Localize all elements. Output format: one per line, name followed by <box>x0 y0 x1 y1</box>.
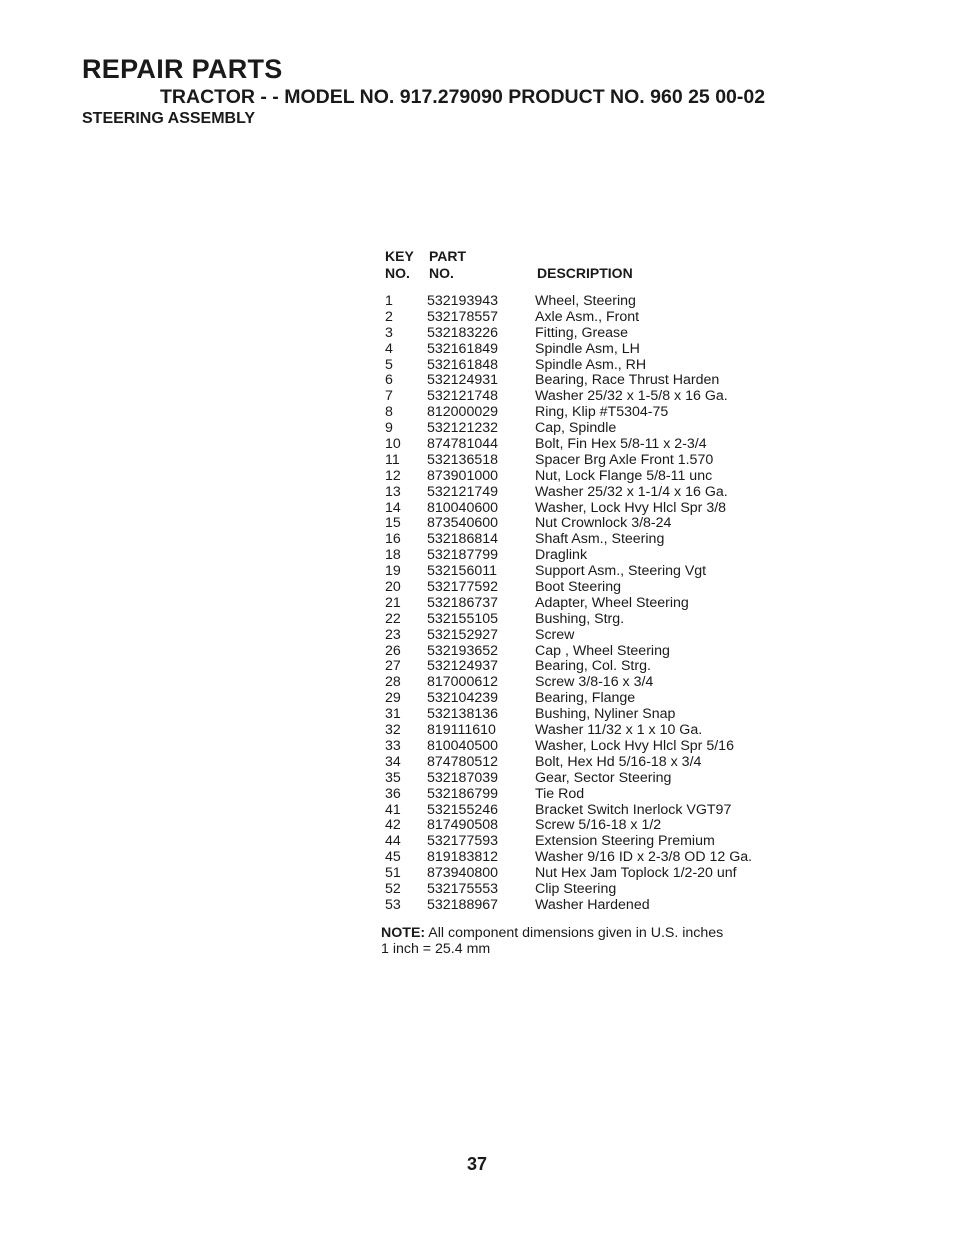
table-row <box>383 405 803 421</box>
part-description: Extension Steering Premium <box>535 833 715 850</box>
table-row <box>383 294 803 310</box>
part-no: 532193943 <box>427 293 499 309</box>
key-no: 9 <box>385 420 393 437</box>
part-no: 532152927 <box>427 626 499 643</box>
key-no: 28 <box>385 674 401 691</box>
part-no: 532186799 <box>427 785 499 802</box>
part-description: Tie Rod <box>535 785 585 802</box>
key-no: 21 <box>385 594 401 611</box>
table-row <box>383 707 803 723</box>
part-description: Washer, Lock Hvy Hlcl Spr 5/16 <box>535 737 734 754</box>
part-no: 810040600 <box>427 499 499 516</box>
key-no: 4 <box>385 340 393 357</box>
part-description: Fitting, Grease <box>535 324 629 341</box>
key-header-line2: NO. <box>385 265 410 281</box>
parts-table-header <box>383 248 803 286</box>
part-description: Draglink <box>535 547 588 564</box>
part-no: 819183812 <box>427 849 499 866</box>
description-header: DESCRIPTION <box>537 265 633 281</box>
key-no: 10 <box>385 436 401 453</box>
key-no: 27 <box>385 658 401 675</box>
table-row <box>383 596 803 612</box>
part-no: 532178557 <box>427 308 499 325</box>
table-row <box>383 755 803 771</box>
part-description: Nut, Lock Flange 5/8-11 unc <box>535 467 713 484</box>
part-no: 817000612 <box>427 674 499 691</box>
table-row <box>383 373 803 389</box>
part-no: 812000029 <box>427 404 499 421</box>
key-no: 41 <box>385 801 401 818</box>
part-description: Support Asm., Steering Vgt <box>535 563 707 580</box>
part-no: 532188967 <box>427 896 499 913</box>
part-description: Bracket Switch Inerlock VGT97 <box>535 801 732 818</box>
note-text: All component dimensions given in U.S. inches <box>425 925 724 941</box>
key-no: 36 <box>385 785 401 802</box>
part-no: 532187039 <box>427 769 499 786</box>
part-no: 817490508 <box>427 817 499 834</box>
part-description: Adapter, Wheel Steering <box>535 594 689 611</box>
part-description: Bolt, Fin Hex 5/8-11 x 2-3/4 <box>535 436 707 453</box>
part-no: 532177592 <box>427 579 499 596</box>
page-title: REPAIR PARTS <box>82 54 283 84</box>
part-no: 532121748 <box>427 388 499 405</box>
part-no: 873540600 <box>427 515 499 532</box>
key-no: 19 <box>385 563 401 580</box>
key-no: 32 <box>385 722 401 739</box>
key-no: 15 <box>385 515 401 532</box>
key-no: 11 <box>385 451 400 468</box>
key-no: 7 <box>385 388 393 405</box>
note-line1 <box>381 925 723 941</box>
part-no: 819111610 <box>427 722 496 739</box>
part-description: Washer 25/32 x 1-1/4 x 16 Ga. <box>535 483 728 500</box>
part-description: Screw 3/8-16 x 3/4 <box>535 674 654 691</box>
part-description: Washer 11/32 x 1 x 10 Ga. <box>535 722 703 739</box>
part-description: Boot Steering <box>535 579 621 596</box>
key-no: 33 <box>385 737 401 754</box>
section-title: STEERING ASSEMBLY <box>82 110 256 127</box>
part-no: 532187799 <box>427 547 499 564</box>
part-no: 532175553 <box>427 880 499 897</box>
table-row <box>383 850 803 866</box>
key-no: 23 <box>385 626 401 643</box>
table-row <box>383 342 803 358</box>
key-no: 52 <box>385 880 401 897</box>
part-description: Washer 25/32 x 1-5/8 x 16 Ga. <box>535 388 728 405</box>
table-row <box>383 818 803 834</box>
table-row <box>383 548 803 564</box>
table-row <box>383 516 803 532</box>
parts-table <box>383 248 803 913</box>
part-no: 532121749 <box>427 483 499 500</box>
note-label: NOTE: <box>381 925 426 941</box>
part-description: Spindle Asm., RH <box>535 356 647 373</box>
part-description: Spindle Asm, LH <box>535 340 640 357</box>
key-no: 44 <box>385 833 401 850</box>
part-no: 532186737 <box>427 594 499 611</box>
part-description: Clip Steering <box>535 880 617 897</box>
table-row <box>383 389 803 405</box>
table-row <box>383 882 803 898</box>
part-no: 873940800 <box>427 865 499 882</box>
key-no: 13 <box>385 483 401 500</box>
part-no: 532155246 <box>427 801 499 818</box>
table-row <box>383 310 803 326</box>
part-description: Spacer Brg Axle Front 1.570 <box>535 451 714 468</box>
part-no: 532138136 <box>427 706 499 723</box>
part-description: Bolt, Hex Hd 5/16-18 x 3/4 <box>535 753 702 770</box>
parts-table-body <box>383 294 803 914</box>
table-row <box>383 358 803 374</box>
table-row <box>383 691 803 707</box>
key-no: 20 <box>385 579 401 596</box>
key-no: 8 <box>385 404 393 421</box>
part-no: 874780512 <box>427 753 499 770</box>
key-no: 5 <box>385 356 393 373</box>
part-description: Bearing, Flange <box>535 690 636 707</box>
part-description: Wheel, Steering <box>535 293 636 309</box>
key-no: 1 <box>385 293 393 309</box>
part-description: Axle Asm., Front <box>535 308 640 325</box>
table-row <box>383 628 803 644</box>
part-description: Shaft Asm., Steering <box>535 531 665 548</box>
table-row <box>383 723 803 739</box>
key-no: 18 <box>385 547 401 564</box>
table-row <box>383 898 803 914</box>
part-no: 532161849 <box>427 340 499 357</box>
page-number: 37 <box>466 1154 488 1174</box>
table-row <box>383 659 803 675</box>
part-description: Bearing, Col. Strg. <box>535 658 651 675</box>
part-description: Nut Hex Jam Toplock 1/2-20 unf <box>535 865 737 882</box>
part-no: 532161848 <box>427 356 499 373</box>
part-no: 532186814 <box>427 531 499 548</box>
key-no: 29 <box>385 690 401 707</box>
part-description: Washer Hardened <box>535 896 650 913</box>
table-row <box>383 787 803 803</box>
part-no: 532155105 <box>427 610 499 627</box>
table-row <box>383 421 803 437</box>
table-row <box>383 866 803 882</box>
key-no: 26 <box>385 642 401 659</box>
key-header-line1: KEY <box>385 248 414 264</box>
part-no: 532183226 <box>427 324 499 341</box>
key-no: 3 <box>385 324 393 341</box>
part-no: 532193652 <box>427 642 499 659</box>
part-no: 532156011 <box>427 563 497 580</box>
key-no: 35 <box>385 769 401 786</box>
table-row <box>383 437 803 453</box>
model-subtitle: TRACTOR - - MODEL NO. 917.279090 PRODUCT NO. 960 25 00-02 <box>160 86 766 108</box>
part-description: Gear, Sector Steering <box>535 769 672 786</box>
key-no: 45 <box>385 849 401 866</box>
table-row <box>383 326 803 342</box>
part-description: Ring, Klip #T5304-75 <box>535 404 669 421</box>
part-description: Bearing, Race Thrust Harden <box>535 372 720 389</box>
key-no: 6 <box>385 372 393 389</box>
part-description: Cap , Wheel Steering <box>535 642 670 659</box>
table-row <box>383 564 803 580</box>
note-line2: 1 inch = 25.4 mm <box>381 941 491 957</box>
part-no: 532104239 <box>427 690 499 707</box>
part-no: 873901000 <box>427 467 499 484</box>
table-row <box>383 739 803 755</box>
key-no: 2 <box>385 308 393 325</box>
part-description: Screw <box>535 626 575 643</box>
part-description: Bushing, Nyliner Snap <box>535 706 676 723</box>
part-no: 532124937 <box>427 658 499 675</box>
table-row <box>383 485 803 501</box>
part-description: Washer 9/16 ID x 2-3/8 OD 12 Ga. <box>535 849 753 866</box>
note <box>381 925 723 957</box>
part-no: 874781044 <box>427 436 499 453</box>
key-no: 51 <box>385 865 401 882</box>
part-description: Washer, Lock Hvy Hlcl Spr 3/8 <box>535 499 727 516</box>
part-no: 532177593 <box>427 833 499 850</box>
part-description: Bushing, Strg. <box>535 610 625 627</box>
table-row <box>383 612 803 628</box>
part-no: 532124931 <box>427 372 499 389</box>
table-row <box>383 803 803 819</box>
key-no: 34 <box>385 753 401 770</box>
key-no: 53 <box>385 896 401 913</box>
key-no: 42 <box>385 817 401 834</box>
table-row <box>383 532 803 548</box>
table-row <box>383 771 803 787</box>
part-no: 810040500 <box>427 737 499 754</box>
key-no: 14 <box>385 499 401 516</box>
part-no: 532121232 <box>427 420 499 437</box>
part-description: Nut Crownlock 3/8-24 <box>535 515 672 532</box>
part-header-line2: NO. <box>429 265 454 281</box>
table-row <box>383 675 803 691</box>
part-description: Cap, Spindle <box>535 420 617 437</box>
table-row <box>383 453 803 469</box>
table-row <box>383 469 803 485</box>
part-description: Screw 5/16-18 x 1/2 <box>535 817 662 834</box>
table-row <box>383 580 803 596</box>
table-row <box>383 644 803 660</box>
key-no: 31 <box>385 706 401 723</box>
part-header-line1: PART <box>429 248 467 264</box>
table-row <box>383 834 803 850</box>
table-row <box>383 501 803 517</box>
key-no: 16 <box>385 531 401 548</box>
part-no: 532136518 <box>427 451 499 468</box>
key-no: 12 <box>385 467 401 484</box>
key-no: 22 <box>385 610 401 627</box>
